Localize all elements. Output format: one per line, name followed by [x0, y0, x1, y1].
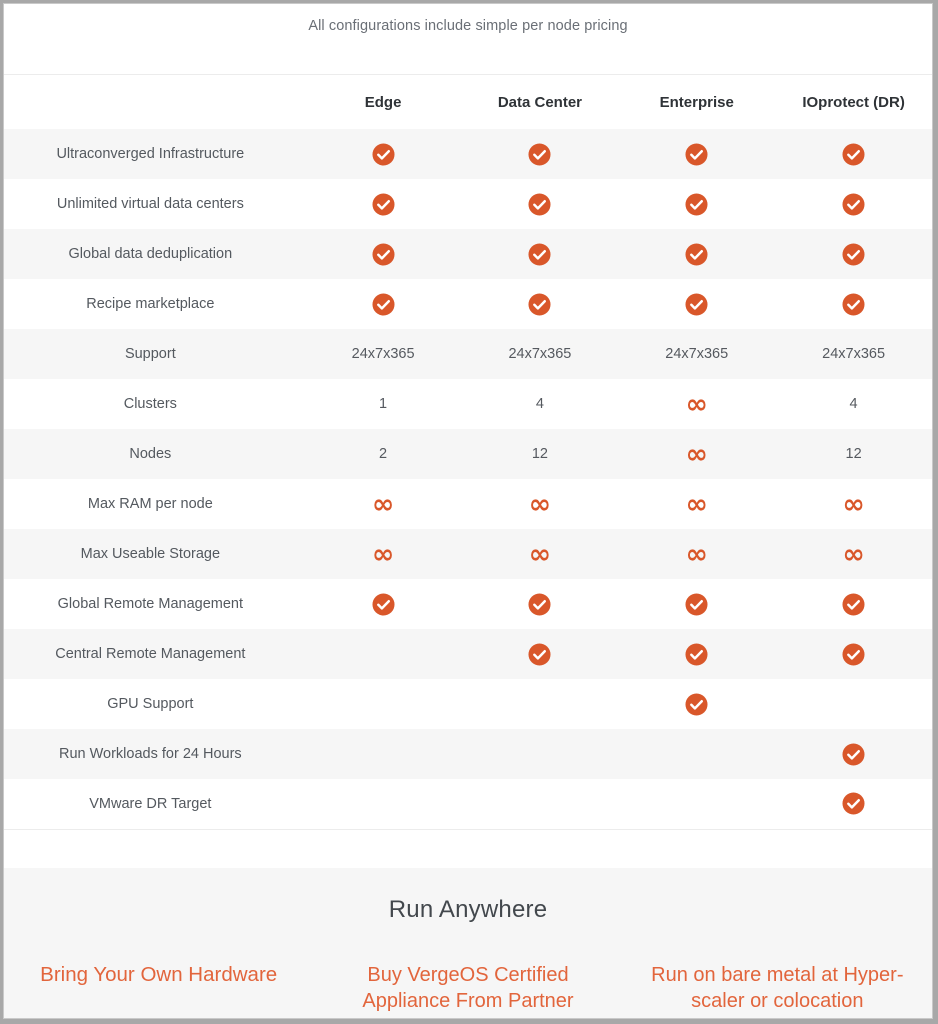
cell-edge — [305, 179, 462, 229]
cell-ioprotect — [775, 729, 932, 779]
cell-enterprise — [618, 379, 775, 429]
cell-enterprise — [618, 329, 775, 379]
intro-banner — [4, 4, 932, 74]
cell-datacenter — [462, 679, 619, 729]
cell-ioprotect — [775, 179, 932, 229]
header-row — [4, 75, 932, 130]
check-circle-icon — [372, 243, 395, 266]
cell-enterprise — [618, 429, 775, 479]
cell-datacenter — [462, 729, 619, 779]
table-row — [4, 179, 932, 229]
row-label: Max Useable Storage — [80, 546, 221, 562]
table-row — [4, 779, 932, 829]
cell-datacenter — [462, 629, 619, 679]
cell-datacenter — [462, 379, 619, 429]
check-circle-icon — [372, 193, 395, 216]
infinity-icon: ∞ — [842, 538, 865, 570]
check-circle-icon — [842, 143, 865, 166]
cell-enterprise — [618, 279, 775, 329]
infinity-icon: ∞ — [685, 388, 708, 420]
cell-edge — [305, 279, 462, 329]
cell-edge — [305, 679, 462, 729]
cell-edge — [305, 729, 462, 779]
check-circle-icon — [372, 593, 395, 616]
cell-enterprise — [618, 579, 775, 629]
table-row — [4, 429, 932, 479]
infinity-icon: ∞ — [371, 488, 395, 520]
cell-edge — [305, 379, 462, 429]
comparison-card — [3, 3, 933, 1019]
table-row — [4, 329, 932, 379]
check-circle-icon — [528, 243, 551, 266]
cell-value: 24x7x365 — [665, 346, 729, 362]
cell-value: 4 — [849, 396, 858, 412]
column-header-enterprise: Enterprise — [618, 75, 775, 130]
cell-value: 12 — [845, 446, 862, 462]
check-circle-icon — [842, 243, 865, 266]
table-row — [4, 729, 932, 779]
row-label: Global data deduplication — [68, 246, 233, 262]
row-label: Ultraconverged Infrastructure — [56, 146, 245, 162]
check-circle-icon — [685, 193, 708, 216]
check-circle-icon — [372, 293, 395, 316]
cell-edge — [305, 779, 462, 829]
cell-enterprise — [618, 629, 775, 679]
check-circle-icon — [372, 143, 395, 166]
cell-edge — [305, 579, 462, 629]
check-circle-icon — [842, 643, 865, 666]
footer-option-bare-metal[interactable]: Run on bare metal at Hyper-scaler or colocation — [651, 963, 904, 1012]
infinity-icon: ∞ — [371, 538, 395, 570]
check-circle-icon — [842, 293, 865, 316]
cell-value: 4 — [535, 396, 544, 412]
cell-edge — [305, 629, 462, 679]
cell-value: 24x7x365 — [351, 346, 415, 362]
row-label: Unlimited virtual data centers — [56, 196, 244, 212]
cell-edge — [305, 329, 462, 379]
cell-edge — [305, 129, 462, 179]
row-label: Global Remote Management — [57, 596, 244, 612]
cell-ioprotect — [775, 379, 932, 429]
table-bottom-spacer — [4, 830, 932, 868]
plan-comparison-table — [4, 74, 932, 830]
cell-value: 2 — [379, 446, 388, 462]
cell-datacenter — [462, 179, 619, 229]
column-header-features — [4, 75, 305, 130]
check-circle-icon — [842, 792, 865, 815]
cell-edge — [305, 529, 462, 579]
cell-ioprotect — [775, 229, 932, 279]
row-label: Max RAM per node — [87, 496, 213, 512]
row-label: Run Workloads for 24 Hours — [58, 746, 242, 762]
footer-option-certified-appliance[interactable]: Buy VergeOS Certified Appliance From Partner — [362, 963, 574, 1012]
cell-datacenter — [462, 129, 619, 179]
cell-ioprotect — [775, 529, 932, 579]
row-label: Central Remote Management — [55, 646, 246, 662]
cell-edge — [305, 229, 462, 279]
infinity-icon: ∞ — [685, 538, 708, 570]
cell-enterprise — [618, 179, 775, 229]
row-label: Clusters — [123, 396, 177, 412]
infinity-icon: ∞ — [842, 488, 865, 520]
cell-ioprotect — [775, 429, 932, 479]
table-row — [4, 479, 932, 529]
footer-title: Run Anywhere — [388, 895, 548, 923]
cell-datacenter — [462, 529, 619, 579]
check-circle-icon — [842, 193, 865, 216]
check-circle-icon — [685, 243, 708, 266]
row-label: VMware DR Target — [4, 779, 305, 829]
cell-edge — [305, 429, 462, 479]
cell-datacenter — [462, 429, 619, 479]
cell-enterprise — [618, 129, 775, 179]
cell-enterprise — [618, 479, 775, 529]
check-circle-icon — [685, 693, 708, 716]
cell-enterprise — [618, 679, 775, 729]
table-row — [4, 679, 932, 729]
cell-datacenter — [462, 479, 619, 529]
cell-enterprise — [618, 729, 775, 779]
cell-ioprotect — [775, 629, 932, 679]
infinity-icon: ∞ — [528, 488, 552, 520]
row-label: GPU Support — [107, 696, 194, 712]
check-circle-icon — [528, 293, 551, 316]
cell-ioprotect — [775, 779, 932, 829]
table-row — [4, 629, 932, 679]
cell-enterprise — [618, 229, 775, 279]
table-row — [4, 279, 932, 329]
intro-text: All configurations include simple per node pricing — [308, 18, 628, 34]
table-row — [4, 129, 932, 179]
row-label: Recipe marketplace — [86, 296, 215, 312]
cell-value: 1 — [379, 396, 388, 412]
table-header — [4, 75, 932, 130]
cell-value: 24x7x365 — [822, 346, 886, 362]
table-row — [4, 529, 932, 579]
column-header-ioprotect: IOprotect (DR) — [775, 75, 932, 130]
infinity-icon: ∞ — [685, 488, 708, 520]
row-label: Nodes — [129, 446, 172, 462]
cell-datacenter — [462, 779, 619, 829]
cell-enterprise — [618, 779, 775, 829]
infinity-icon: ∞ — [685, 438, 708, 470]
cell-ioprotect — [775, 479, 932, 529]
table-row — [4, 579, 932, 629]
check-circle-icon — [528, 143, 551, 166]
table-row — [4, 229, 932, 279]
cell-value: 24x7x365 — [508, 346, 572, 362]
check-circle-icon — [685, 143, 708, 166]
check-circle-icon — [528, 193, 551, 216]
cell-ioprotect — [775, 129, 932, 179]
cell-ioprotect — [775, 279, 932, 329]
row-label: Support — [124, 346, 176, 362]
infinity-icon: ∞ — [528, 538, 552, 570]
check-circle-icon — [685, 293, 708, 316]
cell-datacenter — [462, 329, 619, 379]
column-header-datacenter: Data Center — [462, 75, 619, 130]
cell-edge — [305, 479, 462, 529]
cell-value: 12 — [531, 446, 548, 462]
cell-datacenter — [462, 229, 619, 279]
cell-datacenter — [462, 279, 619, 329]
cell-enterprise — [618, 529, 775, 579]
cell-ioprotect — [775, 579, 932, 629]
check-circle-icon — [528, 593, 551, 616]
table-body — [4, 129, 932, 829]
cell-ioprotect — [775, 679, 932, 729]
check-circle-icon — [842, 743, 865, 766]
run-anywhere-footer — [4, 868, 932, 1020]
footer-columns — [4, 962, 932, 1014]
table-row — [4, 379, 932, 429]
check-circle-icon — [685, 593, 708, 616]
column-header-edge: Edge — [305, 75, 462, 130]
footer-option-byo-hardware[interactable]: Bring Your Own Hardware — [40, 962, 278, 986]
cell-datacenter — [462, 579, 619, 629]
cell-ioprotect — [775, 329, 932, 379]
check-circle-icon — [685, 643, 708, 666]
check-circle-icon — [528, 643, 551, 666]
check-circle-icon — [842, 593, 865, 616]
